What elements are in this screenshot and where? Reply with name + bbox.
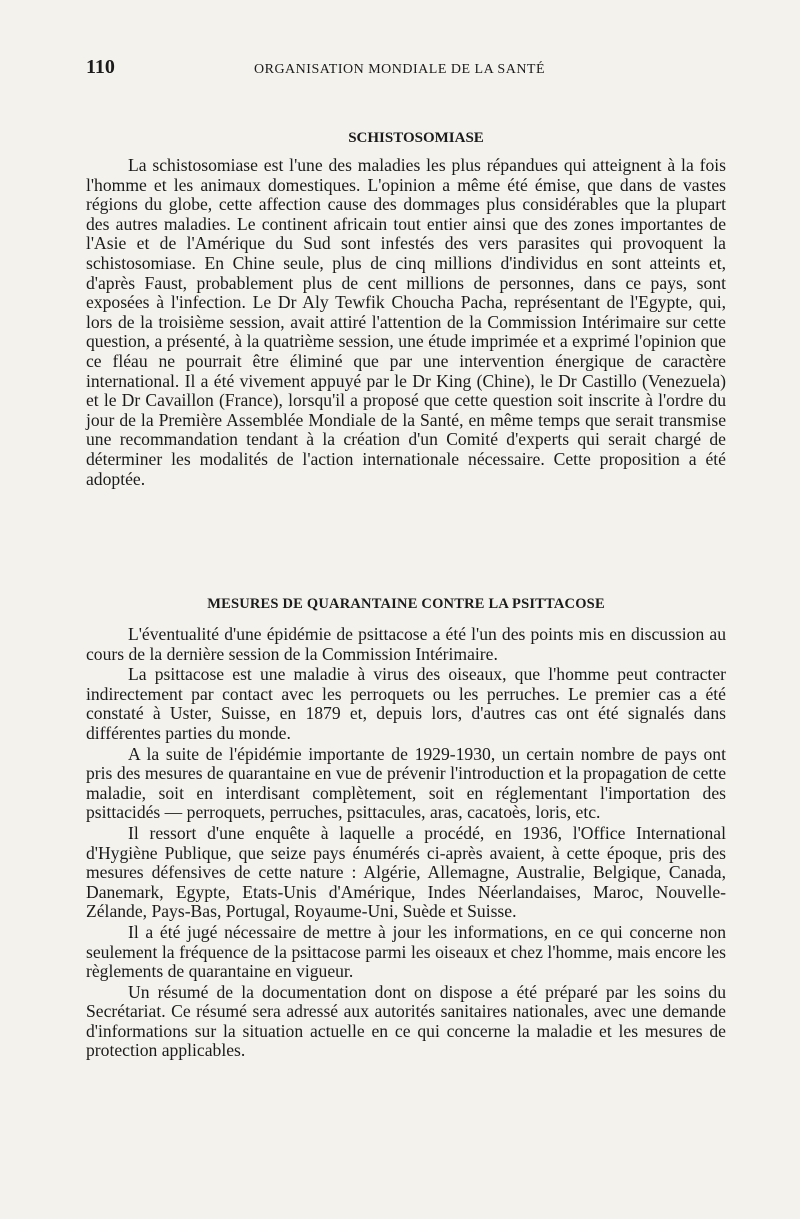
paragraph: La psittacose est une maladie à virus des oiseaux, que l'homme peut contracter indirectement par contact avec les perroquets ou les perruches. Le premier cas a été constaté à Uster, Suisse, en 1879 et, depuis lors, d'autres cas ont été signalés dans différentes parties du monde. (86, 664, 726, 743)
paragraph: La schistosomiase est l'une des maladies les plus répandues qui atteignent à la fois l'homme et les animaux domestiques. L'opinion a même été émise, que dans de vastes régions du globe, cette affection cause des dommages plus considérables que la plupart des autres maladies. Le continent africain tout entier ainsi que des zones importantes de l'Asie et de l'Amérique du Sud sont infestés des vers parasites qui provoquent la schistosomiase. En Chine seule, plus de cinq millions d'individus en sont atteints et, d'après Faust, probablement plus de cent millions de personnes, dans ce pays, sont exposées à l'infection. Le Dr Aly Tewfik Choucha Pacha, représentant de l'Egypte, qui, lors de la troisième session, avait attiré l'attention de la Commission Intérimaire sur cette question, a présenté, à la quatrième session, une étude imprimée et a exprimé l'opinion que ce fléau ne pourrait être éliminé que par une intervention énergique de caractère international. Il a été vivement appuyé par le Dr King (Chine), le Dr Castillo (Venezuela) et le Dr Cavaillon (France), lorsqu'il a proposé que cette question soit inscrite à l'ordre du jour de la Première Assemblée Mondiale de la Santé, en même temps que serait transmise une recommandation tendant à la création d'un Comité d'experts qui serait chargé de déterminer les modalités de l'action internationale nécessaire. Cette proposition a été adoptée. (86, 155, 726, 489)
running-title: ORGANISATION MONDIALE DE LA SANTÉ (254, 62, 546, 77)
paragraph: A la suite de l'épidémie importante de 1929-1930, un certain nombre de pays ont pris des mesures de quarantaine en vue de prévenir l'introduction et la propagation de cette maladie, soit en interdisant complètement, soit en réglementant l'importation des psittacidés — perroquets, perruches, psittacules, aras, cacatoès, loris, etc. (86, 743, 726, 823)
paragraph: Il ressort d'une enquête à laquelle a procédé, en 1936, l'Office International d'Hygiène Publique, que seize pays énumérés ci-après avaient, à cette époque, pris des mesures défensives de cette nature : Algérie, Allemagne, Australie, Belgique, Canada, Danemark, Egypte, Etats-Unis d'Amérique, Indes Néerlandaises, Maroc, Nouvelle-Zélande, Pays-Bas, Portugal, Royaume-Uni, Suède et Suisse. (86, 822, 726, 922)
paragraph: L'éventualité d'une épidémie de psittacose a été l'un des points mis en discussion au cours de la dernière session de la Commission Intérimaire. (86, 624, 726, 664)
paragraph: Un résumé de la documentation dont on dispose a été préparé par les soins du Secrétariat. Ce résumé sera adressé aux autorités sanitaires nationales, avec une demande d'informations sur la situation actuelle en ce qui concerne la maladie et les mesures de protection applicables. (86, 981, 726, 1061)
page-number: 110 (86, 56, 115, 78)
page-header (86, 56, 726, 84)
paragraph: Il a été jugé nécessaire de mettre à jour les informations, en ce qui concerne non seulement la fréquence de la psittacose parmi les oiseaux et chez l'homme, mais encore les règlements de quarantaine en vigueur. (86, 921, 726, 982)
section-body-schistosomiase (86, 156, 726, 489)
section-title-schistosomiase: SCHISTOSOMIASE (348, 130, 484, 147)
section-body-psittacose (86, 625, 726, 1062)
section-title-psittacose: MESURES DE QUARANTAINE CONTRE LA PSITTACOSE (207, 596, 605, 613)
